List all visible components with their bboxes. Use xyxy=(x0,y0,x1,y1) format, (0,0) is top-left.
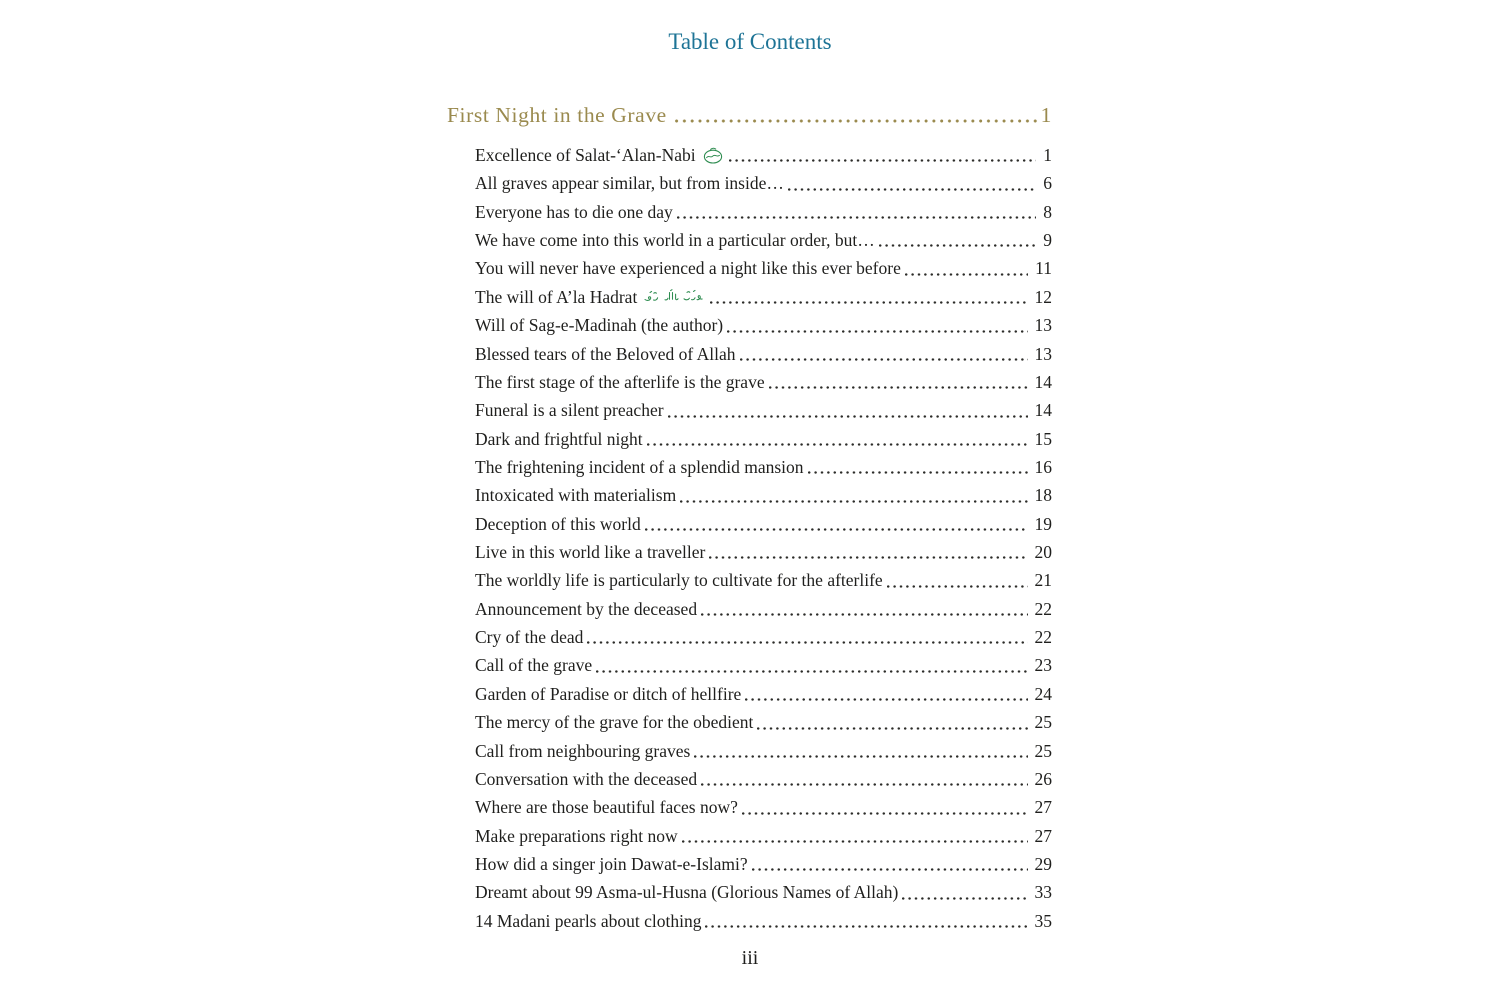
toc-entry[interactable] xyxy=(447,878,1052,906)
dot-leader xyxy=(725,141,1040,169)
toc-entry-label: The frightening incident of a splendid mansion xyxy=(475,456,804,477)
dot-leader xyxy=(804,453,1031,481)
dot-leader xyxy=(883,566,1031,594)
toc-entry-page: 26 xyxy=(1034,768,1052,789)
sallallahu-alayhi-wasallam-icon xyxy=(696,141,725,169)
dot-leader xyxy=(697,765,1030,793)
dot-leader xyxy=(641,510,1031,538)
toc-entry-page: 8 xyxy=(1043,201,1052,222)
toc-entry-label: Dreamt about 99 Asma-ul-Husna (Glorious Names of Allah) xyxy=(475,882,899,903)
toc-entry[interactable] xyxy=(447,510,1052,538)
dot-leader xyxy=(898,878,1030,906)
toc-entry-label: Dark and frightful night xyxy=(475,428,643,449)
dot-leader xyxy=(592,651,1030,679)
dot-leader xyxy=(736,340,1031,368)
toc-entry-label: Blessed tears of the Beloved of Allah xyxy=(475,343,736,364)
toc-entry-page: 19 xyxy=(1034,513,1052,534)
dot-leader xyxy=(784,169,1039,197)
toc-entry-label: We have come into this world in a particular order, but… xyxy=(475,230,875,251)
toc-entry-label: Deception of this world xyxy=(475,513,641,534)
toc-entry-page: 1 xyxy=(1043,145,1052,165)
dot-leader xyxy=(765,368,1031,396)
dot-leader xyxy=(664,396,1031,424)
toc-entry-page: 23 xyxy=(1034,655,1052,676)
toc-entry[interactable] xyxy=(447,396,1052,424)
toc-entry[interactable] xyxy=(447,850,1052,878)
toc-entry[interactable] xyxy=(447,340,1052,368)
toc-entry-page: 6 xyxy=(1043,173,1052,194)
toc-entry-label: Announcement by the deceased xyxy=(475,598,698,619)
toc-entry[interactable] xyxy=(447,283,1052,311)
toc-entry[interactable] xyxy=(447,907,1052,935)
toc-list xyxy=(447,141,1052,935)
toc-entry-label: Excellence of Salat-‘Alan-Nabi xyxy=(475,145,696,165)
rahmatullahi-alayh-icon xyxy=(637,283,706,311)
toc-entry-label: Funeral is a silent preacher xyxy=(475,400,664,421)
toc-entry-label: The worldly life is particularly to cultivate for the afterlife xyxy=(475,570,883,591)
toc-entry-page: 14 xyxy=(1034,400,1052,421)
toc-entry[interactable] xyxy=(447,311,1052,339)
dot-leader xyxy=(583,623,1030,651)
dot-leader xyxy=(690,737,1030,765)
toc-entry-label: Call from neighbouring graves xyxy=(475,740,691,761)
toc-entry-page: 25 xyxy=(1034,712,1052,733)
toc-entry-label: Will of Sag-e-Madinah (the author) xyxy=(475,315,724,336)
toc-entry-page: 22 xyxy=(1034,598,1052,619)
toc-entry-page: 13 xyxy=(1034,315,1052,336)
toc-entry[interactable] xyxy=(447,822,1052,850)
toc-entry[interactable] xyxy=(447,651,1052,679)
toc-entry-label: You will never have experienced a night like this ever before xyxy=(475,258,901,279)
toc-entry-page: 33 xyxy=(1034,882,1052,903)
toc-entry[interactable] xyxy=(447,198,1052,226)
toc-entry-label: Everyone has to die one day xyxy=(475,201,673,222)
toc-entry[interactable] xyxy=(447,141,1052,169)
toc-entry[interactable] xyxy=(447,680,1052,708)
toc-entry-page: 22 xyxy=(1034,627,1052,648)
toc-entry[interactable] xyxy=(447,737,1052,765)
toc-entry[interactable] xyxy=(447,425,1052,453)
dot-leader xyxy=(676,481,1030,509)
toc-entry-label: How did a singer join Dawat-e-Islami? xyxy=(475,853,748,874)
toc-entry-page: 21 xyxy=(1034,570,1052,591)
toc-entry[interactable] xyxy=(447,254,1052,282)
toc-entry[interactable] xyxy=(447,566,1052,594)
toc-entry[interactable] xyxy=(447,368,1052,396)
toc-entry[interactable] xyxy=(447,623,1052,651)
toc-entry-label: 14 Madani pearls about clothing xyxy=(475,910,702,931)
dot-leader xyxy=(723,311,1030,339)
dot-leader xyxy=(701,907,1030,935)
toc-entry[interactable] xyxy=(447,765,1052,793)
toc-entry-label: Call of the grave xyxy=(475,655,593,676)
dot-leader xyxy=(697,595,1030,623)
toc-entry-label: Live in this world like a traveller xyxy=(475,542,706,563)
dot-leader xyxy=(673,198,1039,226)
page-title: Table of Contents xyxy=(668,29,832,54)
toc-entry[interactable] xyxy=(447,453,1052,481)
toc-entry-label: The first stage of the afterlife is the grave xyxy=(475,371,765,392)
toc-entry[interactable] xyxy=(447,169,1052,197)
toc-entry[interactable] xyxy=(447,708,1052,736)
toc-entry-page: 24 xyxy=(1034,683,1052,704)
toc-entry-page: 29 xyxy=(1034,853,1052,874)
toc-chapter-heading-page: 1 xyxy=(1040,103,1052,127)
toc-entry[interactable] xyxy=(447,481,1052,509)
toc-entry[interactable] xyxy=(447,793,1052,821)
dot-leader xyxy=(706,283,1030,311)
toc-entry-page: 35 xyxy=(1034,910,1052,931)
toc-entry-label: Conversation with the deceased xyxy=(475,768,698,789)
toc-chapter-heading[interactable] xyxy=(447,99,1052,131)
toc-entry-label: Make preparations right now xyxy=(475,825,678,846)
toc-entry-label: Cry of the dead xyxy=(475,627,584,648)
toc-entry[interactable] xyxy=(447,226,1052,254)
dot-leader xyxy=(741,680,1030,708)
toc-entry-label: Intoxicated with materialism xyxy=(475,485,677,506)
page-number-footer: iii xyxy=(741,947,759,969)
dot-leader xyxy=(748,850,1031,878)
dot-leader xyxy=(901,254,1031,282)
toc-entry-page: 27 xyxy=(1034,797,1052,818)
dot-leader xyxy=(667,99,1041,131)
dot-leader xyxy=(705,538,1030,566)
dot-leader xyxy=(643,425,1031,453)
toc-entry-page: 27 xyxy=(1034,825,1052,846)
dot-leader xyxy=(738,793,1031,821)
toc-entry-page: 9 xyxy=(1043,230,1052,251)
toc-entry-label: The will of A’la Hadrat xyxy=(475,286,638,307)
dot-leader xyxy=(753,708,1030,736)
toc-entry[interactable] xyxy=(447,538,1052,566)
toc-entry-label: The mercy of the grave for the obedient xyxy=(475,712,754,733)
toc-entry-page: 18 xyxy=(1034,485,1052,506)
toc-entry-page: 25 xyxy=(1034,740,1052,761)
toc-entry-page: 20 xyxy=(1034,542,1052,563)
toc-entry-page: 16 xyxy=(1034,456,1052,477)
toc-entry-label: All graves appear similar, but from inside… xyxy=(475,173,784,194)
toc-chapter-heading-label: First Night in the Grave xyxy=(447,103,667,127)
toc-entry[interactable] xyxy=(447,595,1052,623)
toc-entry-page: 14 xyxy=(1034,371,1052,392)
toc-entry-page: 12 xyxy=(1034,286,1052,307)
toc-entry-page: 13 xyxy=(1034,343,1052,364)
toc-entry-page: 15 xyxy=(1034,428,1052,449)
toc-entry-page: 11 xyxy=(1035,258,1052,279)
dot-leader xyxy=(678,822,1031,850)
toc-entry-label: Garden of Paradise or ditch of hellfire xyxy=(475,683,742,704)
toc-entry-label: Where are those beautiful faces now? xyxy=(475,797,738,818)
dot-leader xyxy=(875,226,1039,254)
